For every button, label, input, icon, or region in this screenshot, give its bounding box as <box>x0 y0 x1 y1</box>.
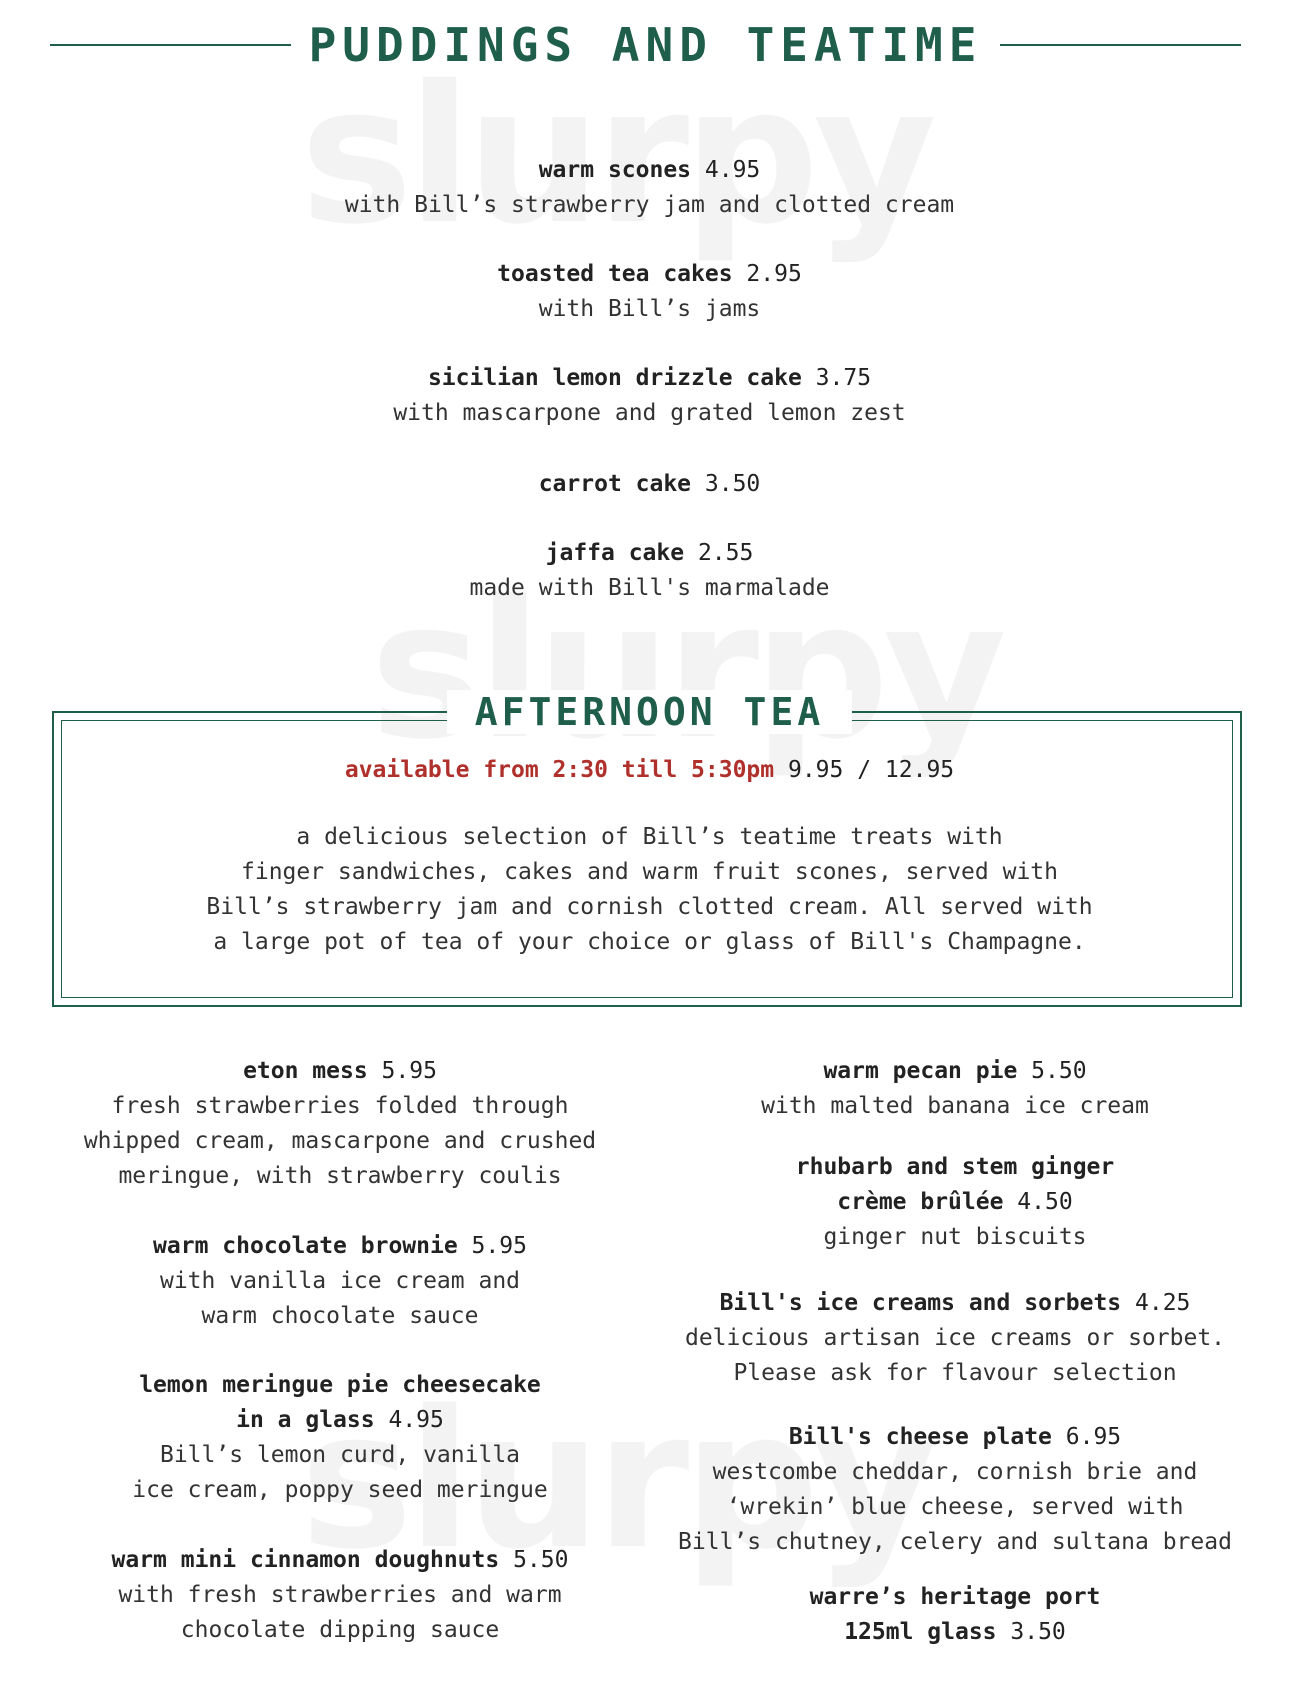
header-rule-right <box>1000 44 1241 46</box>
menu-item <box>50 1229 630 1334</box>
menu-item <box>660 1286 1250 1391</box>
item-description: whipped cream, mascarpone and crushed <box>83 1128 597 1154</box>
afternoon-tea-heading: AFTERNOON TEA <box>0 690 1299 734</box>
item-price: 2.95 <box>732 261 802 287</box>
item-name: warm mini cinnamon doughnuts <box>111 1547 500 1573</box>
item-name: crème brûlée <box>837 1189 1004 1215</box>
item-description: Bill’s chutney, celery and sultana bread <box>678 1529 1232 1555</box>
item-name: eton mess <box>243 1058 368 1084</box>
item-name: rhubarb and stem ginger <box>795 1154 1115 1180</box>
menu-item <box>660 1054 1250 1124</box>
header-rule-left <box>50 44 291 46</box>
item-price: 5.95 <box>367 1058 437 1084</box>
menu-item <box>0 467 1299 502</box>
item-name: carrot cake <box>538 471 692 497</box>
item-description: chocolate dipping sauce <box>180 1617 500 1643</box>
item-description: Please ask for flavour selection <box>733 1360 1177 1386</box>
item-name: in a glass <box>236 1407 375 1433</box>
item-description: with vanilla ice cream and <box>159 1268 521 1294</box>
item-price: 2.55 <box>684 540 754 566</box>
item-price: 3.50 <box>996 1619 1066 1645</box>
item-name: lemon meringue pie cheesecake <box>139 1372 541 1398</box>
item-description: made with Bill's marmalade <box>469 575 830 601</box>
item-description: with mascarpone and grated lemon zest <box>393 400 906 426</box>
menu-item <box>50 1054 630 1194</box>
item-name: warre’s heritage port <box>809 1584 1101 1610</box>
item-name: warm scones <box>538 157 692 183</box>
menu-item <box>0 536 1299 606</box>
menu-item <box>660 1150 1250 1255</box>
item-price: 4.50 <box>1003 1189 1073 1215</box>
item-price: 5.50 <box>1017 1058 1087 1084</box>
page-title: PUDDINGS AND TEATIME <box>308 18 983 72</box>
item-price: 3.50 <box>691 471 761 497</box>
item-name: Bill's cheese plate <box>788 1424 1052 1450</box>
menu-item <box>660 1580 1250 1650</box>
item-price: 4.25 <box>1121 1290 1191 1316</box>
item-price: 5.95 <box>457 1233 527 1259</box>
availability-text: available from 2:30 till 5:30pm <box>344 757 775 783</box>
item-description: ‘wrekin’ blue cheese, served with <box>726 1494 1184 1520</box>
item-description: ice cream, poppy seed meringue <box>132 1477 548 1503</box>
item-name: jaffa cake <box>545 540 685 566</box>
item-price: 4.95 <box>691 157 761 183</box>
item-description: with Bill’s strawberry jam and clotted cream <box>344 192 955 218</box>
afternoon-tea-availability <box>0 757 1299 783</box>
item-description: westcombe cheddar, cornish brie and <box>712 1459 1198 1485</box>
item-price: 4.95 <box>374 1407 444 1433</box>
item-name: sicilian lemon drizzle cake <box>427 365 802 391</box>
menu-item <box>0 153 1299 223</box>
item-description: delicious artisan ice creams or sorbet. <box>684 1325 1226 1351</box>
item-name: 125ml glass <box>844 1619 997 1645</box>
item-description: fresh strawberries folded through <box>111 1093 569 1119</box>
item-description: Bill’s lemon curd, vanilla <box>159 1442 521 1468</box>
item-description: meringue, with strawberry coulis <box>118 1163 562 1189</box>
item-description: with malted banana ice cream <box>761 1093 1149 1119</box>
item-name: toasted tea cakes <box>497 261 733 287</box>
page-header <box>50 18 1241 72</box>
item-description: with Bill’s jams <box>538 296 761 322</box>
afternoon-tea-price: 9.95 / 12.95 <box>787 757 955 783</box>
menu-item <box>0 361 1299 431</box>
item-description: warm chocolate sauce <box>201 1303 479 1329</box>
menu-item <box>50 1368 630 1508</box>
item-price: 3.75 <box>801 365 872 391</box>
menu-item <box>50 1543 630 1648</box>
item-name: warm chocolate brownie <box>153 1233 458 1259</box>
menu-item <box>660 1420 1250 1560</box>
item-description: ginger nut biscuits <box>823 1224 1087 1250</box>
afternoon-tea-description: a delicious selection of Bill’s teatime treats with finger sandwiches, cakes and warm fruit scones, served with Bill’s strawberry jam and cornish clotted cream. All served with a large pot of tea of your choice or glass of Bill's Champagne. <box>206 824 1093 955</box>
item-price: 6.95 <box>1051 1424 1122 1450</box>
item-name: Bill's ice creams and sorbets <box>719 1290 1122 1316</box>
item-description: with fresh strawberries and warm <box>118 1582 562 1608</box>
item-name: warm pecan pie <box>823 1058 1018 1084</box>
item-price: 5.50 <box>499 1547 569 1573</box>
menu-item <box>0 257 1299 327</box>
